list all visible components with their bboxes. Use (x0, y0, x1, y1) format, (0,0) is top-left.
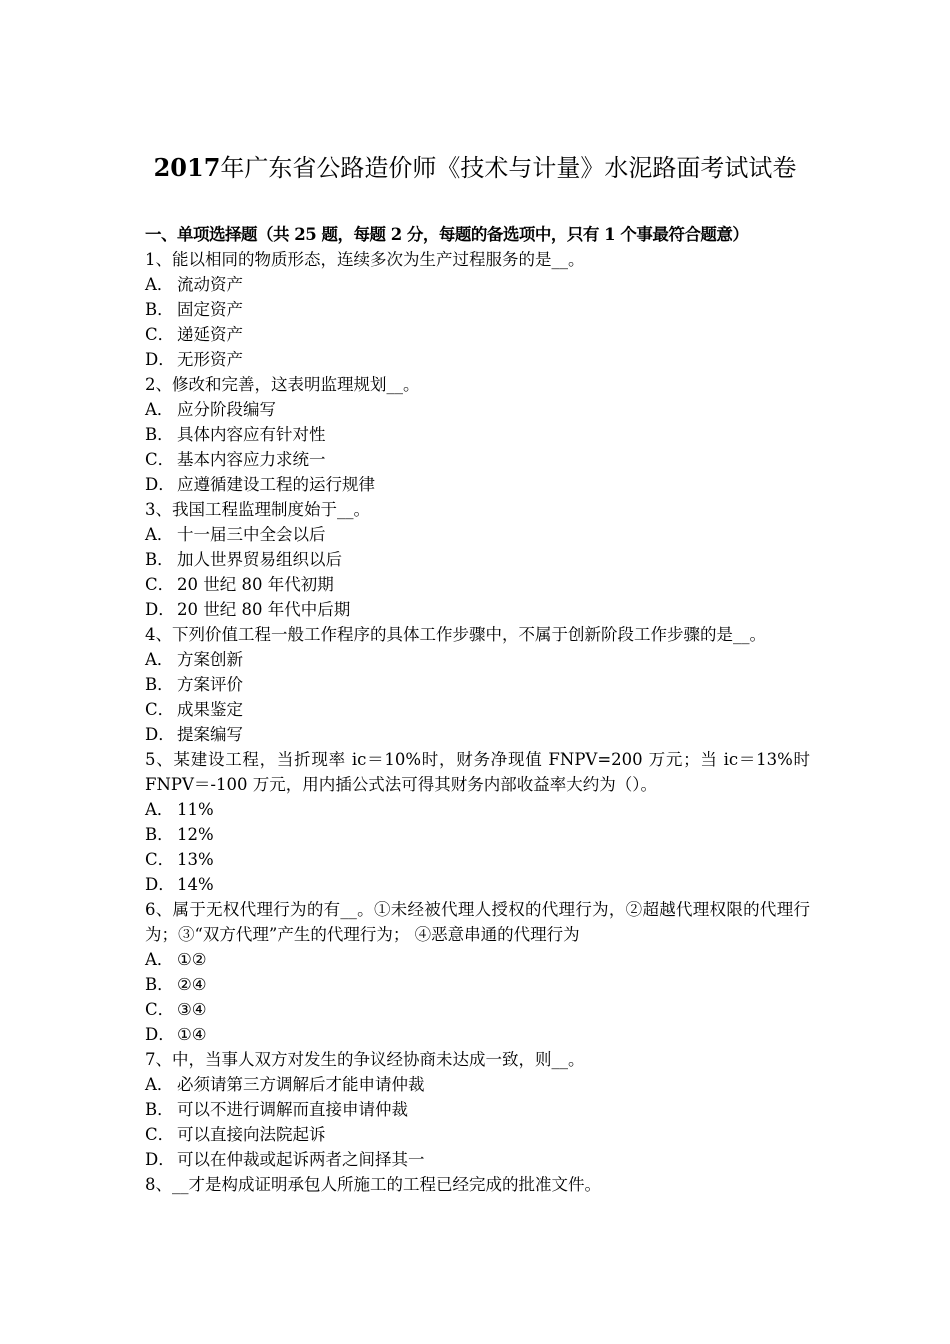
option-letter: A． (145, 1075, 174, 1094)
answer-option (145, 972, 810, 997)
option-letter: D． (145, 875, 175, 894)
option-letter: D． (145, 600, 175, 619)
answer-option (145, 1022, 810, 1047)
option-letter: B． (145, 825, 174, 844)
option-text: 方案创新 (177, 650, 243, 669)
question-stem: 3、我国工程监理制度始于__。 (145, 500, 370, 519)
option-text: 无形资产 (177, 350, 243, 369)
option-text: 提案编写 (177, 725, 243, 744)
option-text: 固定资产 (177, 300, 243, 319)
answer-option (145, 1122, 810, 1147)
option-letter: D． (145, 350, 175, 369)
option-text: 加人世界贸易组织以后 (177, 550, 342, 569)
option-letter: A． (145, 275, 174, 294)
answer-option (145, 522, 810, 547)
option-letter: A． (145, 950, 174, 969)
answer-option (145, 697, 810, 722)
answer-option (145, 947, 810, 972)
option-letter: C． (145, 325, 175, 344)
option-text: ①② (177, 950, 207, 969)
section-heading: 一、单项选择题（共 25 题，每题 2 分，每题的备选项中，只有 1 个事最符合题意） (145, 225, 749, 244)
option-text: 可以直接向法院起诉 (177, 1125, 326, 1144)
answer-option (145, 272, 810, 297)
option-text: ②④ (177, 975, 207, 994)
option-letter: B． (145, 1100, 174, 1119)
question-stem: 2、修改和完善，这表明监理规划__。 (145, 375, 420, 394)
option-letter: C． (145, 1000, 175, 1019)
answer-option (145, 1147, 810, 1172)
answer-option (145, 822, 810, 847)
option-letter: A． (145, 800, 174, 819)
option-letter: B． (145, 975, 174, 994)
answer-option (145, 572, 810, 597)
answer-option (145, 647, 810, 672)
option-text: 必须请第三方调解后才能申请仲裁 (177, 1075, 425, 1094)
option-text: 基本内容应力求统一 (177, 450, 326, 469)
answer-option (145, 797, 810, 822)
answer-option (145, 597, 810, 622)
answer-option (145, 847, 810, 872)
option-letter: D． (145, 1025, 175, 1044)
option-text: 应分阶段编写 (177, 400, 276, 419)
option-text: 可以在仲裁或起诉两者之间择其一 (177, 1150, 425, 1169)
option-letter: D． (145, 725, 175, 744)
answer-option (145, 422, 810, 447)
answer-option (145, 872, 810, 897)
option-letter: B． (145, 300, 174, 319)
option-letter: A． (145, 525, 174, 544)
answer-option (145, 322, 810, 347)
option-text: 递延资产 (177, 325, 243, 344)
option-text: 13% (177, 850, 214, 869)
option-letter: A． (145, 650, 174, 669)
option-text: 14% (177, 875, 214, 894)
option-text: 十一届三中全会以后 (177, 525, 326, 544)
option-text: ①④ (177, 1025, 207, 1044)
answer-option (145, 1072, 810, 1097)
option-text: 12% (177, 825, 214, 844)
option-text: 可以不进行调解而直接申请仲裁 (177, 1100, 408, 1119)
answer-option (145, 297, 810, 322)
option-letter: B． (145, 425, 174, 444)
answer-option (145, 347, 810, 372)
answer-option (145, 672, 810, 697)
option-letter: B． (145, 675, 174, 694)
option-text: 流动资产 (177, 275, 243, 294)
question-list (145, 222, 810, 1197)
option-letter: A． (145, 400, 174, 419)
title-year: 2017 (153, 153, 221, 182)
page-title (0, 150, 950, 186)
title-text: 年广东省公路造价师《技术与计量》水泥路面考试试卷 (220, 154, 797, 182)
option-letter: D． (145, 475, 175, 494)
answer-option (145, 722, 810, 747)
question-stem: 8、__才是构成证明承包人所施工的工程已经完成的批准文件。 (145, 1175, 601, 1194)
answer-option (145, 472, 810, 497)
option-text: 20 世纪 80 年代初期 (177, 575, 334, 594)
question-stem: 5、某建设工程，当折现率 ic＝10%时，财务净现值 FNPV=200 万元；当 ic＝13%时 FNPV＝-100 万元，用内插公式法可得其财务内部收益率大约为（）。 (145, 750, 810, 794)
answer-option (145, 997, 810, 1022)
option-text: 方案评价 (177, 675, 243, 694)
option-text: 11% (177, 800, 214, 819)
answer-option (145, 397, 810, 422)
option-letter: C． (145, 1125, 175, 1144)
answer-option (145, 447, 810, 472)
option-text: 具体内容应有针对性 (177, 425, 326, 444)
option-letter: C． (145, 700, 175, 719)
question-stem: 6、属于无权代理行为的有__。①未经被代理人授权的代理行为，②超越代理权限的代理行为；③“双方代理”产生的代理行为； ④恶意串通的代理行为 (145, 900, 810, 944)
answer-option (145, 547, 810, 572)
option-letter: B． (145, 550, 174, 569)
option-letter: C． (145, 575, 175, 594)
question-stem: 4、下列价值工程一般工作程序的具体工作步骤中，不属于创新阶段工作步骤的是__。 (145, 625, 766, 644)
option-text: 成果鉴定 (177, 700, 243, 719)
option-letter: C． (145, 850, 175, 869)
option-letter: D． (145, 1150, 175, 1169)
option-text: ③④ (177, 1000, 207, 1019)
option-text: 20 世纪 80 年代中后期 (177, 600, 351, 619)
option-text: 应遵循建设工程的运行规律 (177, 475, 375, 494)
option-letter: C． (145, 450, 175, 469)
question-stem: 1、能以相同的物质形态，连续多次为生产过程服务的是__。 (145, 250, 585, 269)
question-stem: 7、中，当事人双方对发生的争议经协商未达成一致，则__。 (145, 1050, 585, 1069)
answer-option (145, 1097, 810, 1122)
